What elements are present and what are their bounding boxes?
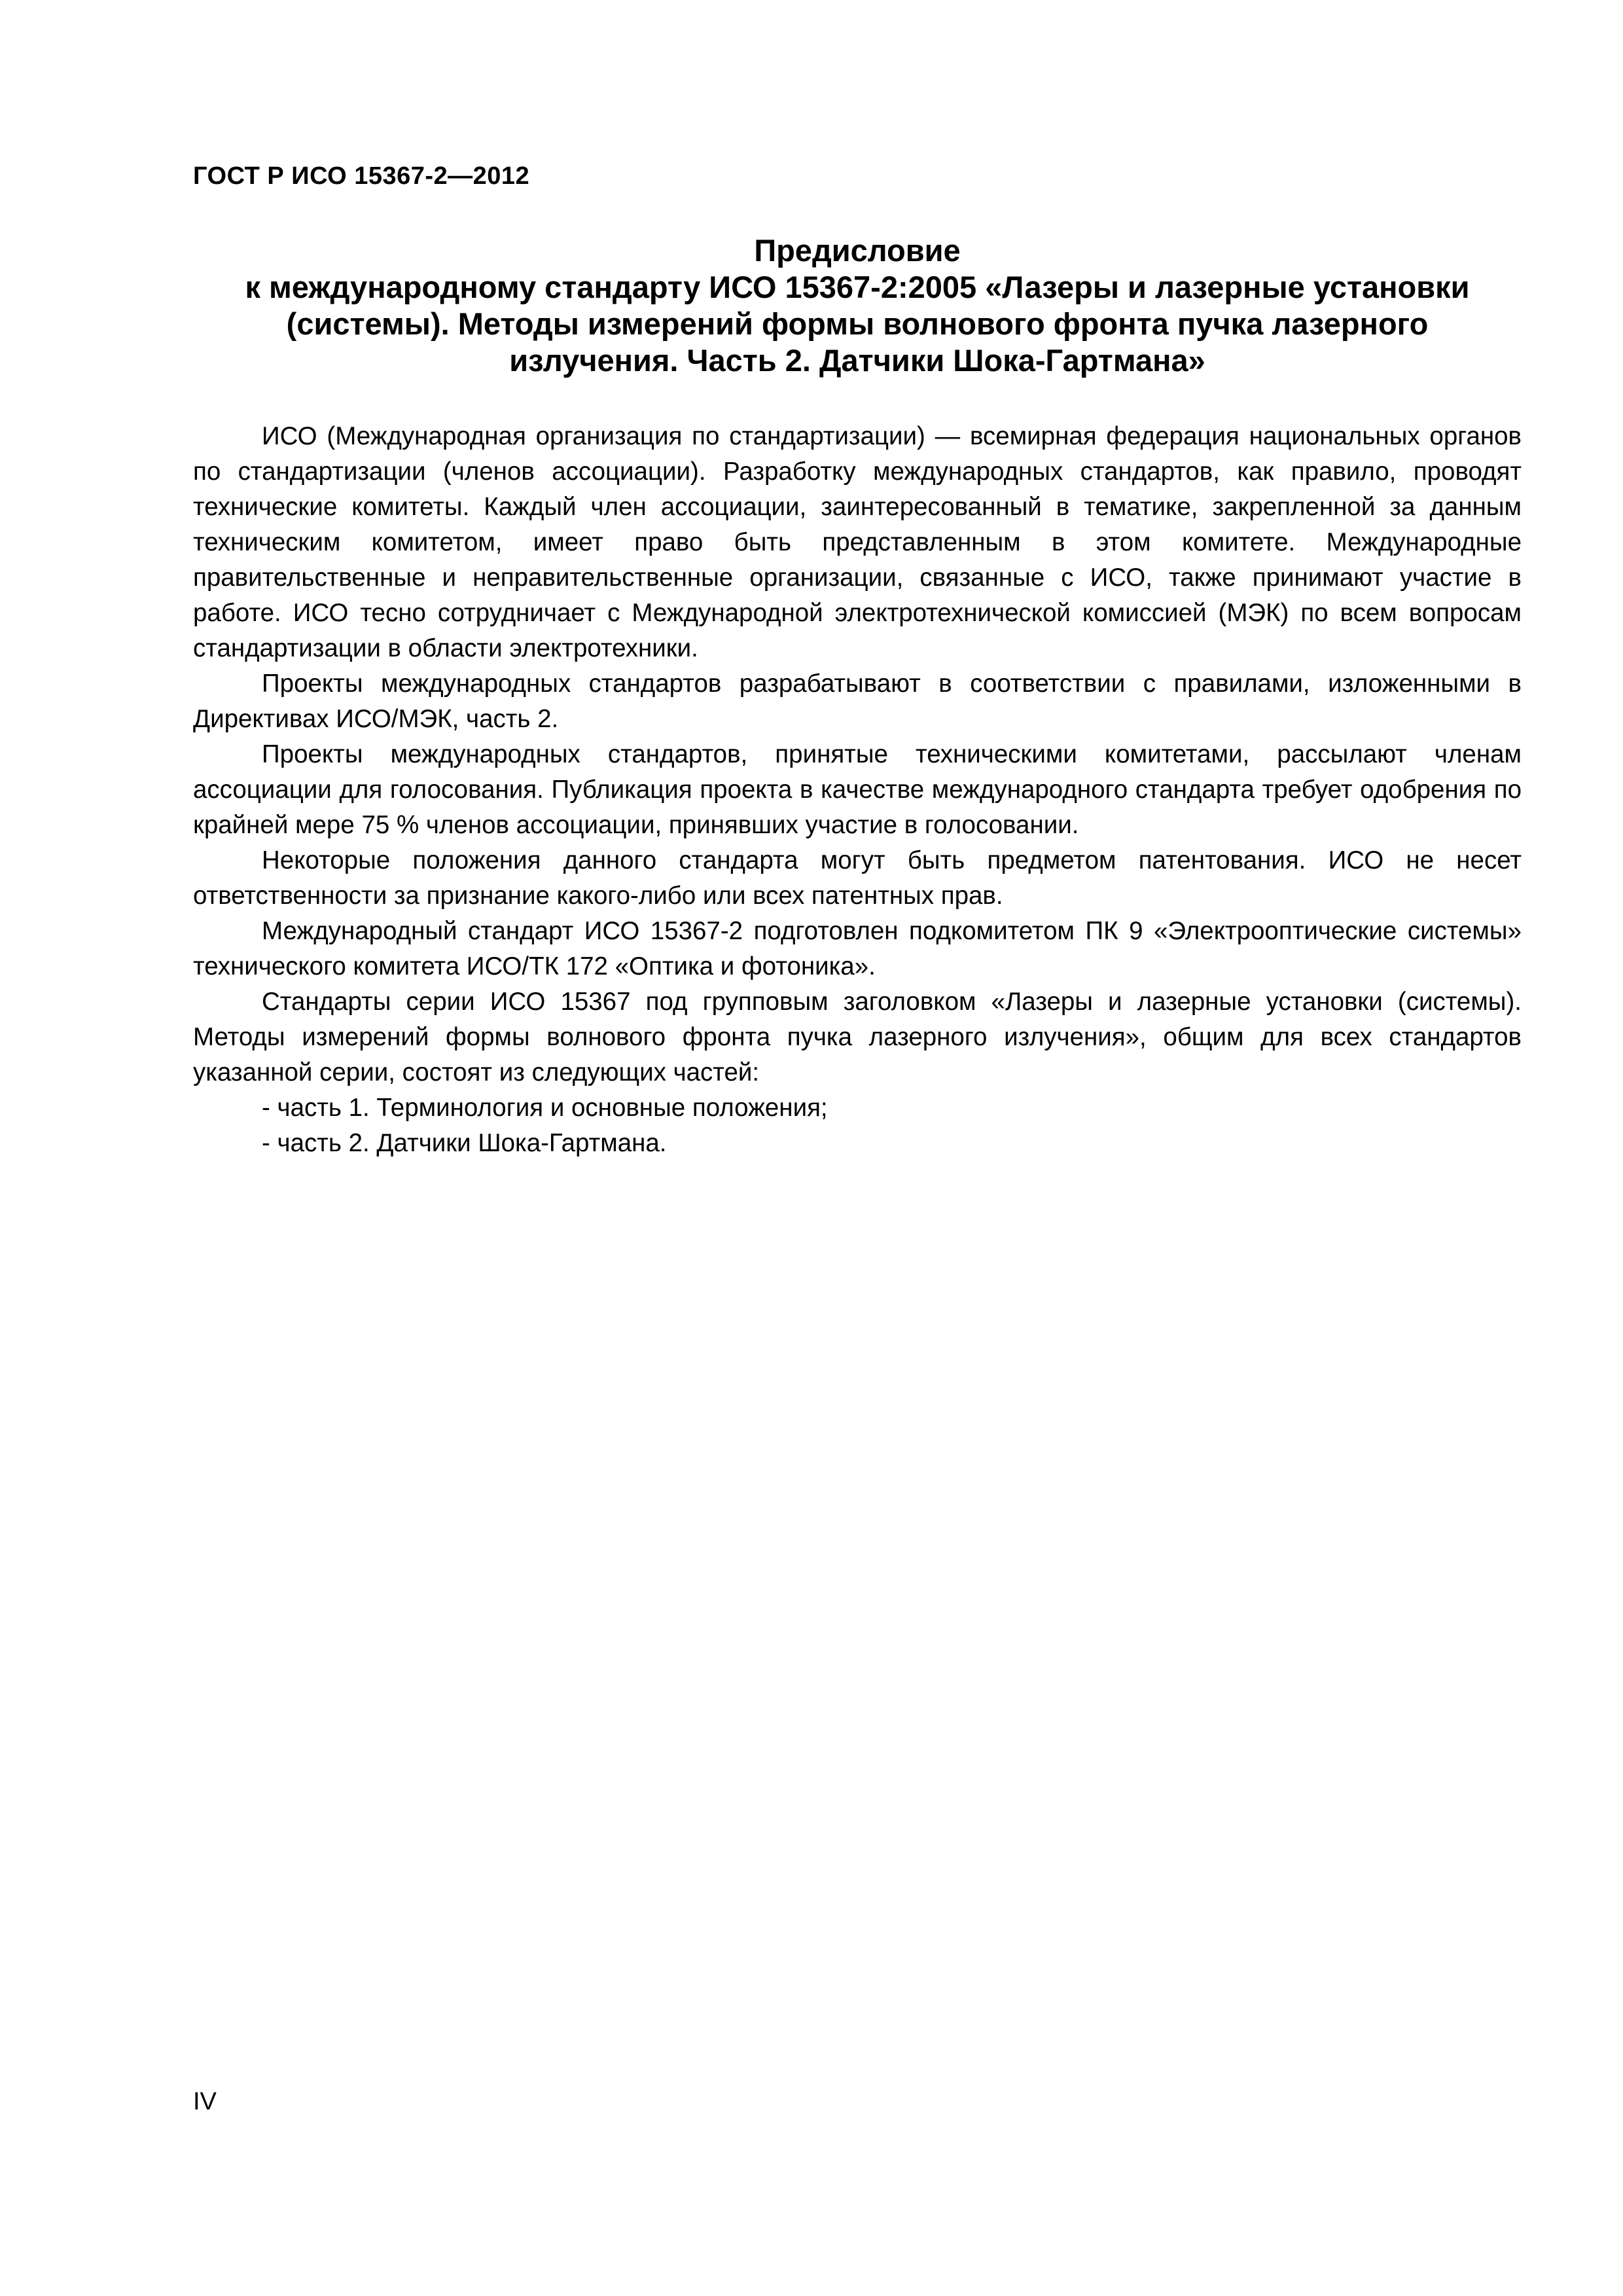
document-code: ГОСТ Р ИСО 15367-2—2012 [193, 162, 530, 190]
title-line-1: Предисловие [754, 233, 961, 268]
paragraph-drafting-rules: Проекты международных стандартов разрабатывают в соответствии с правилами, изложенными в Директивах ИСО/МЭК, часть 2. [193, 670, 1522, 733]
page-number: IV [193, 2088, 217, 2115]
title-line-3: (системы). Методы измерений формы волнового фронта пучка лазерного [286, 306, 1429, 341]
paragraph-committee: Международный стандарт ИСО 15367-2 подготовлен подкомитетом ПК 9 «Электрооптические системы» технического комитета ИСО/ТК 172 «Оптика и фотоника». [193, 917, 1522, 980]
paragraph-patents: Некоторые положения данного стандарта могут быть предметом патентования. ИСО не несет ответственности за признание какого-либо или всех патентных прав. [193, 846, 1522, 910]
foreword-title [190, 232, 1525, 379]
title-line-2: к международному стандарту ИСО 15367-2:2005 «Лазеры и лазерные установки [245, 270, 1470, 304]
paragraph-voting: Проекты международных стандартов, принятые техническими комитетами, рассылают членам ассоциации для голосования. Публикация проекта в качестве международного стандарта требует одобрения по крайней мере 75 % членов ассоциации, принявших участие в голосовании. [193, 740, 1522, 839]
paragraph-series: Стандарты серии ИСО 15367 под групповым заголовком «Лазеры и лазерные установки (системы). Методы измерений формы волнового фронта пучка лазерного излучения», общим для всех стандартов указанной серии, состоят из следующих частей: [193, 988, 1522, 1086]
paragraph-iso-intro: ИСО (Международная организация по стандартизации) — всемирная федерация национальных органов по стандартизации (членов ассоциации). Разработку международных стандартов, как правило, проводят технические комитеты. Каждый член ассоциации, заинтересованный в тематике, закрепленной за данным техническим комитетом, имеет право быть представленным в этом комитете. Международные правительственные и неправительственные организации, связанные с ИСО, также принимают участие в работе. ИСО тесно сотрудничает с Международной электротехнической комиссией (МЭК) по всем вопросам стандартизации в области электротехники. [193, 422, 1522, 662]
title-line-4: излучения. Часть 2. Датчики Шока-Гартмана» [509, 343, 1205, 378]
foreword-body [193, 419, 1522, 1161]
list-item-part-2: - часть 2. Датчики Шока-Гартмана. [262, 1129, 667, 1157]
list-item-part-1: - часть 1. Терминология и основные положения; [262, 1094, 828, 1122]
